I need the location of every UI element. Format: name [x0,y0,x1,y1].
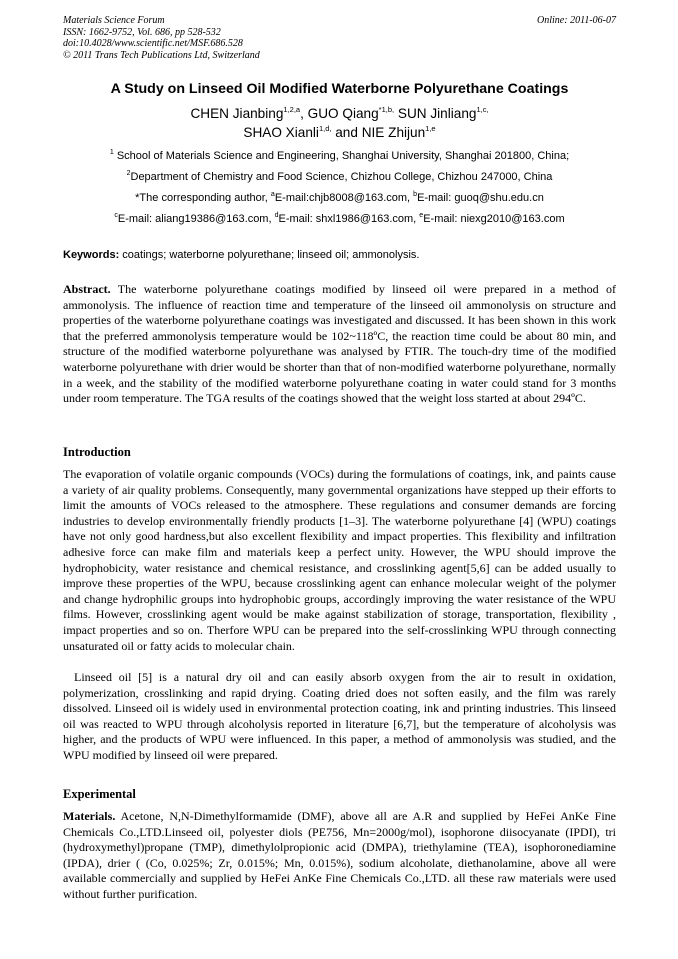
section-heading-experimental: Experimental [63,787,136,801]
journal-header [63,15,616,61]
author-and: and [335,125,358,140]
author-name: GUO Qiang [307,106,379,121]
author-list: CHEN Jianbing$^{1,2,a}$, GUO Qiang$^{*1,b,}$ SUN Jinliang$^{1,c,}$ SHAO Xianli$^{1,d,}$ and NIE Zhijun$^{1,e}$ [190,105,489,140]
email-sup: c [114,212,118,219]
email-line [63,213,616,225]
paper-title: A Study on Linseed Oil Modified Waterborne Polyurethane Coatings [110,81,569,97]
issn-line: ISSN: 1662-9752, Vol. 686, pp 528-532 [63,26,221,38]
email-sup: a [270,191,275,198]
copyright-line: © 2011 Trans Tech Publications Ltd, Switzerland [63,49,260,61]
author-sup: 1,c, [476,105,489,114]
keywords [63,249,616,261]
materials-text: Acetone, N,N-Dimethylformamide (DMF), above all are A.R and supplied by HeFei AnKe Fine Chemicals Co.,LTD.Linseed oil, polyester diols (PE756, Mn=2000g/mol), isophorone diisocyanate (IPDI), tri (hydroxymethyl)propane (TMP), dimethylolpropionic acid (DMPA), triethylamine (TEA), isophoronediamine (IPDA), drier ( (Co, 0.025%; Zr, 0.015%; Mn, 0.015%), sodium alcoholate, diethanolamine, above all were available commercially and supplied by HeFei AnKe Fine Chemicals Co.,LTD. all these raw materials were used without further purification. [63,809,616,901]
affiliation-2 [63,171,616,183]
intro-paragraph-2: Linseed oil [5] is a natural dry oil and can easily absorb oxygen from the air to result in oxidation, polymerization, crosslinking and rapid drying. Coating dried does not soften easily, and the film was rarely dissolved. Linseed oil is widely used in environmental protection coating, ink and printing industries. This linseed oil was reacted to WPU through alcoholysis reported in literature [6,7], but the temperature of alcoholysis was higher, and the products of WPU were influenced. In this paper, a method of ammonolysis was studied, and the WPU modified by linseed oil were prepared. [63,670,616,762]
section-heading-introduction: Introduction [63,445,131,459]
affiliation-sup: 1 [109,149,114,156]
intro-paragraph-1: The evaporation of volatile organic compounds (VOCs) during the formulations of coatings, ink, and paints cause a variety of air quality problems. Consequently, many governmental organizations have stepped up their efforts to limit the amounts of VOCs released to the atmosphere. These regulations and consumer demands are forcing industries to develop environmentally friendly products [1–3]. The waterborne polyurethane [4] (WPU) coatings have not only good hardness,but also excellent flexibility and impact properties. This flexibility and infiltration adhesive force can make film and materials keep a perfect unity. However, the WPU should improve the hydrophobicity, water resistance and chemical resistance, and crosslinking agent[5,6] can be added usually to improve these properties of the WPU, because crosslinking agent can enhance molecular weight of the polymer and change hydrophilic groups into hydrophobic groups, accordingly improving the water resistance of the WPU films. However, crosslinking agent would be make against stabilization of storage, transportation, flexibility , impact properties and so on. Therfore WPU can be prepared into the self-crosslinking WPU through connecting unsaturated oil or fatty acids to molecular chain. [63,467,616,653]
materials-paragraph [63,809,616,903]
email-address: E-mail:chjb8008@163.com, [274,192,414,204]
email-address: E-mail: guoq@shu.edu.cn [417,192,544,204]
author-sup: *1,b, [378,105,395,114]
online-date: Online: 2011-06-07 [537,15,616,26]
author-sup: 1,e [425,124,436,133]
email-address: E-mail: shxl1986@163.com, [278,213,420,225]
corresponding-author [63,192,616,204]
email-sup: d [274,212,279,219]
affiliation-text: Department of Chemistry and Food Science, Chizhou College, Chizhou 247000, China [130,171,553,183]
email-sup: e [419,212,424,219]
keywords-label: Keywords: [63,249,120,261]
doi-line: doi:10.4028/www.scientific.net/MSF.686.528 [63,38,243,49]
author-name: CHEN Jianbing [190,106,284,121]
affiliation-1 [63,150,616,162]
journal-name: Materials Science Forum [63,15,165,26]
abstract [63,282,616,407]
abstract-text: The waterborne polyurethane coatings modified by linseed oil were prepared in a method of ammonolysis. The influence of reaction time and temperature of the linseed oil ammonolysis on structure and properties of the waterborne polyurethane coatings was investigated and discussed. It has been shown in this work that the preferred ammonolysis temperature would be 102~118ºC, the reaction time could be about 80 min, and structure of the modified waterborne polyurethane was analysed by FTIR. The touch-dry time of the modified waterborne polyurethane with drier would be shorter than that of non-modified waterborne polyurethane, normally in a week, and the stability of the modified waterborne polyurethane coating in water could stand for 3 months under room temperature. The TGA results of the coatings showed that the weight loss started at about 294ºC. [63,282,616,406]
email-address: E-mail: niexg2010@163.com [423,213,565,225]
author-name: SHAO Xianli [243,125,319,140]
corr-prefix: *The corresponding author, [135,192,271,204]
email-address: E-mail: aliang19386@163.com, [117,213,275,225]
affiliation-text: School of Materials Science and Engineering, Shanghai University, Shanghai 201800, China; [116,150,570,162]
keywords-text: coatings; waterborne polyurethane; linseed oil; ammonolysis. [119,249,420,261]
author-name: NIE Zhijun [361,125,426,140]
author-sup: 1,d, [318,124,332,133]
materials-label: Materials. [63,809,116,823]
author-name: SUN Jinliang [397,106,477,121]
abstract-label: Abstract. [63,282,111,296]
email-sup: b [413,191,418,198]
author-sup: 1,2,a [283,105,301,114]
affiliation-sup: 2 [126,170,131,177]
